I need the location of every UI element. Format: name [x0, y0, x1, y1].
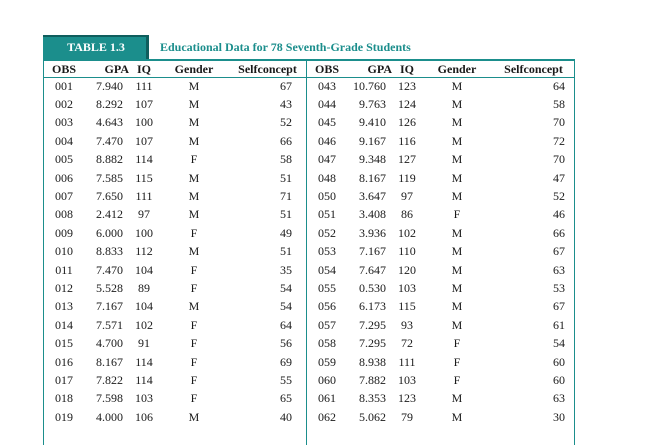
selfconcept-cell: 58	[280, 152, 292, 167]
table-row	[43, 408, 575, 426]
gpa-cell: 3.936	[359, 225, 386, 240]
obs-cell: 007	[55, 189, 73, 204]
table-header-bar	[43, 35, 575, 59]
column-header: OBS	[51, 61, 76, 76]
obs-cell: 002	[55, 97, 73, 112]
obs-cell: 011	[55, 262, 73, 277]
obs-cell: 006	[55, 170, 73, 185]
column-header: IQ	[136, 61, 151, 76]
gpa-cell: 7.295	[359, 317, 386, 332]
iq-cell: 110	[398, 244, 416, 259]
gpa-cell: 4.700	[96, 336, 123, 351]
gpa-cell: 3.647	[359, 189, 386, 204]
gpa-cell: 7.571	[96, 317, 123, 332]
selfconcept-cell: 66	[280, 133, 292, 148]
gpa-cell: 0.530	[359, 280, 386, 295]
table-number-label: TABLE 1.3	[43, 35, 149, 59]
table-row	[43, 187, 575, 205]
column-header: GPA	[104, 61, 129, 76]
gpa-cell: 7.598	[96, 391, 123, 406]
gpa-cell: 9.763	[359, 97, 386, 112]
selfconcept-cell: 49	[280, 225, 292, 240]
gender-cell: M	[188, 78, 200, 93]
data-table-figure	[43, 35, 575, 445]
iq-cell: 79	[401, 409, 413, 424]
gender-cell: M	[188, 244, 200, 259]
gender-cell: F	[190, 391, 198, 406]
gender-cell: F	[190, 152, 198, 167]
selfconcept-cell: 58	[553, 97, 565, 112]
obs-cell: 008	[55, 207, 73, 222]
iq-cell: 102	[398, 225, 416, 240]
table-row	[43, 243, 575, 261]
selfconcept-cell: 54	[280, 299, 292, 314]
obs-cell: 018	[55, 391, 73, 406]
obs-cell: 004	[55, 133, 73, 148]
selfconcept-cell: 69	[280, 354, 292, 369]
iq-cell: 114	[135, 372, 153, 387]
iq-cell: 104	[135, 262, 153, 277]
iq-cell: 107	[135, 97, 153, 112]
selfconcept-cell: 67	[280, 78, 292, 93]
selfconcept-cell: 60	[553, 372, 565, 387]
gender-cell: M	[451, 317, 463, 332]
selfconcept-cell: 60	[553, 354, 565, 369]
iq-cell: 102	[135, 317, 153, 332]
gpa-cell: 6.173	[359, 299, 386, 314]
iq-cell: 93	[401, 317, 413, 332]
obs-cell: 003	[55, 115, 73, 130]
gender-cell: M	[451, 189, 463, 204]
table-row	[43, 95, 575, 113]
iq-cell: 103	[398, 280, 416, 295]
gender-cell: F	[190, 280, 198, 295]
gpa-cell: 8.353	[359, 391, 386, 406]
iq-cell: 107	[135, 133, 153, 148]
gender-cell: M	[451, 244, 463, 259]
selfconcept-cell: 67	[553, 299, 565, 314]
iq-cell: 119	[398, 170, 416, 185]
gender-cell: M	[451, 170, 463, 185]
table-caption: Educational Data for 78 Seventh-Grade Students	[160, 40, 411, 54]
gender-cell: F	[453, 207, 461, 222]
gpa-cell: 5.062	[359, 409, 386, 424]
selfconcept-cell: 64	[553, 78, 565, 93]
selfconcept-cell: 65	[280, 391, 292, 406]
obs-cell: 005	[55, 152, 73, 167]
gpa-cell: 10.760	[353, 78, 386, 93]
obs-cell: 057	[318, 317, 336, 332]
selfconcept-cell: 47	[553, 170, 565, 185]
obs-cell: 058	[318, 336, 336, 351]
gender-cell: M	[188, 115, 200, 130]
gpa-cell: 7.167	[359, 244, 386, 259]
iq-cell: 111	[398, 354, 416, 369]
gpa-cell: 8.833	[96, 244, 123, 259]
obs-cell: 014	[55, 317, 73, 332]
iq-cell: 100	[135, 115, 153, 130]
selfconcept-cell: 46	[553, 207, 565, 222]
gender-cell: M	[451, 409, 463, 424]
iq-cell: 100	[135, 225, 153, 240]
gender-cell: F	[190, 225, 198, 240]
gpa-cell: 9.410	[359, 115, 386, 130]
selfconcept-cell: 67	[553, 244, 565, 259]
gpa-cell: 4.643	[96, 115, 123, 130]
obs-cell: 013	[55, 299, 73, 314]
obs-cell: 053	[318, 244, 336, 259]
iq-cell: 127	[398, 152, 416, 167]
selfconcept-cell: 63	[553, 391, 565, 406]
iq-cell: 91	[138, 336, 150, 351]
iq-cell: 114	[135, 354, 153, 369]
selfconcept-cell: 55	[280, 372, 292, 387]
gender-cell: M	[188, 409, 200, 424]
iq-cell: 103	[135, 391, 153, 406]
table-row	[43, 206, 575, 224]
obs-cell: 062	[318, 409, 336, 424]
selfconcept-cell: 51	[280, 244, 292, 259]
obs-cell: 043	[318, 78, 336, 93]
gender-cell: M	[188, 207, 200, 222]
selfconcept-cell: 70	[553, 152, 565, 167]
iq-cell: 89	[138, 280, 150, 295]
column-header: Selfconcept	[504, 61, 563, 76]
table-row	[43, 224, 575, 242]
gender-cell: F	[190, 336, 198, 351]
gender-cell: M	[451, 133, 463, 148]
gpa-cell: 8.167	[359, 170, 386, 185]
column-header: IQ	[399, 61, 414, 76]
selfconcept-cell: 51	[280, 170, 292, 185]
obs-cell: 045	[318, 115, 336, 130]
obs-cell: 015	[55, 336, 73, 351]
gpa-cell: 4.000	[96, 409, 123, 424]
table-row	[43, 316, 575, 334]
gender-cell: M	[188, 170, 200, 185]
iq-cell: 97	[401, 189, 413, 204]
column-header: Selfconcept	[238, 61, 297, 76]
iq-cell: 86	[401, 207, 413, 222]
obs-cell: 012	[55, 280, 73, 295]
column-header: GPA	[367, 61, 392, 76]
selfconcept-cell: 71	[280, 189, 292, 204]
iq-cell: 104	[135, 299, 153, 314]
selfconcept-cell: 64	[280, 317, 292, 332]
gpa-cell: 9.167	[359, 133, 386, 148]
iq-cell: 115	[398, 299, 416, 314]
obs-cell: 052	[318, 225, 336, 240]
iq-cell: 111	[135, 78, 153, 93]
selfconcept-cell: 43	[280, 97, 292, 112]
gender-cell: M	[451, 280, 463, 295]
gender-cell: M	[188, 133, 200, 148]
table-row	[43, 114, 575, 132]
iq-cell: 72	[401, 336, 413, 351]
obs-cell: 050	[318, 189, 336, 204]
table-row	[43, 169, 575, 187]
gender-cell: M	[451, 262, 463, 277]
iq-cell: 126	[398, 115, 416, 130]
selfconcept-cell: 72	[553, 133, 565, 148]
gender-cell: M	[188, 189, 200, 204]
gpa-cell: 8.292	[96, 97, 123, 112]
table-row	[43, 334, 575, 352]
obs-cell: 046	[318, 133, 336, 148]
gender-cell: F	[190, 372, 198, 387]
selfconcept-cell: 53	[553, 280, 565, 295]
obs-cell: 061	[318, 391, 336, 406]
iq-cell: 111	[135, 189, 153, 204]
gpa-cell: 7.470	[96, 133, 123, 148]
selfconcept-cell: 61	[553, 317, 565, 332]
gender-cell: M	[451, 391, 463, 406]
selfconcept-cell: 35	[280, 262, 292, 277]
table-row	[43, 279, 575, 297]
gender-cell: F	[190, 262, 198, 277]
gender-cell: F	[190, 354, 198, 369]
iq-cell: 112	[135, 244, 153, 259]
obs-cell: 010	[55, 244, 73, 259]
obs-cell: 017	[55, 372, 73, 387]
table-row	[43, 353, 575, 371]
gpa-cell: 7.940	[96, 78, 123, 93]
gender-cell: F	[190, 317, 198, 332]
obs-cell: 055	[318, 280, 336, 295]
gpa-cell: 7.295	[359, 336, 386, 351]
obs-cell: 056	[318, 299, 336, 314]
selfconcept-cell: 40	[280, 409, 292, 424]
selfconcept-cell: 70	[553, 115, 565, 130]
iq-cell: 114	[135, 152, 153, 167]
obs-cell: 054	[318, 262, 336, 277]
gender-cell: M	[188, 97, 200, 112]
obs-cell: 019	[55, 409, 73, 424]
gpa-cell: 7.167	[96, 299, 123, 314]
selfconcept-cell: 66	[553, 225, 565, 240]
obs-cell: 001	[55, 78, 73, 93]
gpa-cell: 3.408	[359, 207, 386, 222]
obs-cell: 009	[55, 225, 73, 240]
iq-cell: 124	[398, 97, 416, 112]
iq-cell: 120	[398, 262, 416, 277]
gender-cell: M	[451, 299, 463, 314]
obs-cell: 048	[318, 170, 336, 185]
gpa-cell: 7.470	[96, 262, 123, 277]
iq-cell: 123	[398, 78, 416, 93]
gender-cell: F	[453, 336, 461, 351]
gpa-cell: 7.585	[96, 170, 123, 185]
selfconcept-cell: 54	[280, 280, 292, 295]
obs-cell: 016	[55, 354, 73, 369]
obs-cell: 060	[318, 372, 336, 387]
table-row	[43, 151, 575, 169]
gpa-cell: 7.882	[359, 372, 386, 387]
column-header: Gender	[437, 61, 477, 76]
table-body	[43, 77, 575, 426]
obs-cell: 051	[318, 207, 336, 222]
table-row	[43, 371, 575, 389]
selfconcept-cell: 54	[553, 336, 565, 351]
table-row	[43, 298, 575, 316]
selfconcept-cell: 30	[553, 409, 565, 424]
gpa-cell: 9.348	[359, 152, 386, 167]
table-row	[43, 261, 575, 279]
selfconcept-cell: 63	[553, 262, 565, 277]
iq-cell: 123	[398, 391, 416, 406]
gender-cell: F	[453, 372, 461, 387]
selfconcept-cell: 52	[553, 189, 565, 204]
gpa-cell: 2.412	[96, 207, 123, 222]
selfconcept-cell: 52	[280, 115, 292, 130]
iq-cell: 103	[398, 372, 416, 387]
gpa-cell: 7.650	[96, 189, 123, 204]
gpa-cell: 7.647	[359, 262, 386, 277]
obs-cell: 059	[318, 354, 336, 369]
gender-cell: M	[451, 78, 463, 93]
table-row	[43, 132, 575, 150]
iq-cell: 97	[138, 207, 150, 222]
gpa-cell: 8.938	[359, 354, 386, 369]
selfconcept-cell: 56	[280, 336, 292, 351]
gpa-cell: 8.167	[96, 354, 123, 369]
selfconcept-cell: 51	[280, 207, 292, 222]
column-header: Gender	[174, 61, 214, 76]
column-header: OBS	[314, 61, 339, 76]
gender-cell: M	[451, 115, 463, 130]
obs-cell: 047	[318, 152, 336, 167]
gpa-cell: 6.000	[96, 225, 123, 240]
iq-cell: 116	[398, 133, 416, 148]
gender-cell: M	[188, 299, 200, 314]
column-header-row	[43, 61, 575, 77]
obs-cell: 044	[318, 97, 336, 112]
iq-cell: 106	[135, 409, 153, 424]
gender-cell: M	[451, 225, 463, 240]
table-row	[43, 390, 575, 408]
gender-cell: F	[453, 354, 461, 369]
table-row	[43, 77, 575, 95]
gpa-cell: 7.822	[96, 372, 123, 387]
gpa-cell: 8.882	[96, 152, 123, 167]
iq-cell: 115	[135, 170, 153, 185]
gender-cell: M	[451, 152, 463, 167]
gpa-cell: 5.528	[96, 280, 123, 295]
gender-cell: M	[451, 97, 463, 112]
student-data-table	[43, 61, 575, 426]
